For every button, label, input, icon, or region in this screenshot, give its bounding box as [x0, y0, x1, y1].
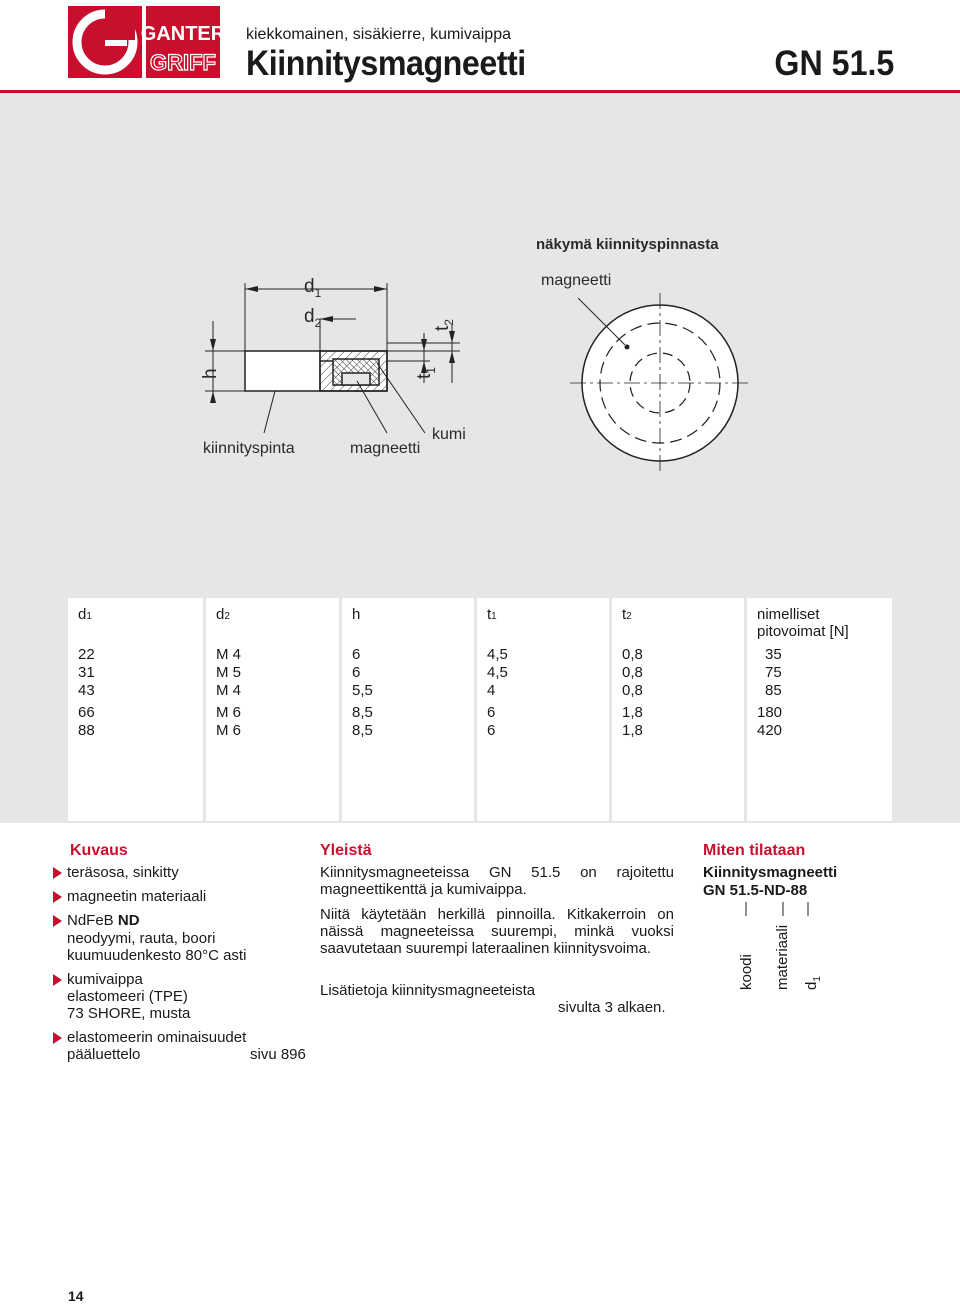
bullet-arrow-icon [53, 867, 62, 879]
desc-line: pääluettelo [67, 1046, 141, 1063]
front-view [570, 293, 750, 473]
cell: 8,5 [352, 722, 373, 739]
general-paragraph-1: Kiinnitysmagneeteissa GN 51.5 on rajoitettu magneettikenttä ja kumivaippa. [320, 864, 674, 898]
desc-line: neodyymi, rauta, boori [67, 930, 216, 947]
description-title: Kuvaus [70, 842, 128, 859]
side-view [205, 283, 460, 433]
cell: 0,8 [622, 664, 643, 681]
desc-item: magneetin materiaali [67, 888, 207, 905]
sym-h: h [200, 368, 221, 379]
cell: 180 [757, 704, 783, 721]
cell: 35 [765, 646, 782, 663]
bullet-arrow-icon [53, 891, 62, 903]
logo-text-top: GANTER [140, 23, 222, 45]
cell: M 4 [216, 682, 242, 699]
desc-line: kuumuudenkesto 80°C asti [67, 947, 247, 964]
ordering-product: Kiinnitysmagneetti [703, 864, 838, 881]
general-paragraph-3: Lisätietoja kiinnitysmagneeteista [320, 982, 536, 999]
cell: 31 [78, 664, 95, 681]
ordering-code: GN 51.5-ND-88 [703, 882, 808, 899]
header-d2: d2 [216, 606, 230, 623]
col-holding-force [747, 598, 892, 821]
cell: 85 [765, 682, 782, 699]
sym-d1: $d_1$ [304, 276, 322, 300]
cell: 4 [487, 682, 496, 699]
magnet-label-front: magneetti [541, 272, 612, 289]
cell: 75 [765, 664, 782, 681]
dimension-table [0, 598, 960, 821]
cell: 420 [757, 722, 783, 739]
header-holding-force: nimelliset pitovoimat [N] [757, 606, 849, 640]
general-title: Yleistä [320, 842, 372, 859]
view-label: näkymä kiinnityspinnasta [536, 236, 719, 253]
col-h [342, 598, 474, 821]
ganter-logo [66, 4, 222, 80]
product-subtitle: kiekkomainen, sisäkierre, kumivaippa [246, 26, 511, 43]
header-t1: t1 [487, 606, 497, 623]
product-title: Kiinnitysmagneetti [246, 44, 526, 83]
general-page-ref: sivulta 3 alkaen. [558, 999, 666, 1016]
bullet-arrow-icon [53, 974, 62, 986]
technical-drawing [0, 93, 960, 598]
cell: 43 [78, 682, 95, 699]
cell: 66 [78, 704, 95, 721]
logo-text-bottom: GRIFF [150, 50, 216, 75]
desc-page-ref: sivu 896 [250, 1046, 306, 1063]
sym-t1: $t_1$ [414, 367, 438, 379]
col-t2 [612, 598, 744, 821]
cell: 0,8 [622, 682, 643, 699]
cell: 6 [352, 664, 361, 681]
cell: 4,5 [487, 664, 508, 681]
cell: 6 [487, 722, 496, 739]
cell: 6 [352, 646, 361, 663]
sym-t2: $t_2$ [432, 319, 456, 331]
cell: M 6 [216, 722, 242, 739]
general-paragraph-2: Niitä käytetään herkillä pinnoilla. Kitkakerroin on näissä magneeteissa suurempi, minkä vuoksi saavutetaan suurempi lateraalinen kiinnitysvoima. [320, 906, 674, 957]
col-d1 [68, 598, 203, 821]
cell: 0,8 [622, 646, 643, 663]
cell: 6 [487, 704, 496, 721]
desc-line: 73 SHORE, musta [67, 1005, 191, 1022]
ordering-title: Miten tilataan [703, 842, 806, 859]
cell: 88 [78, 722, 95, 739]
bullet-arrow-icon [53, 915, 62, 927]
cell: M 5 [216, 664, 242, 681]
cell: 22 [78, 646, 95, 663]
label-rubber: kumi [432, 426, 466, 443]
product-code: GN 51.5 [774, 44, 894, 83]
header-t2: t2 [622, 606, 632, 623]
cell: 5,5 [352, 682, 373, 699]
cell: 4,5 [487, 646, 508, 663]
label-mounting-surface: kiinnityspinta [203, 440, 295, 457]
header-h: h [352, 606, 361, 623]
desc-item: elastomeerin ominaisuudet [67, 1029, 247, 1046]
cell: 1,8 [622, 704, 643, 721]
label-magnet: magneetti [350, 440, 421, 457]
desc-item: kumivaippa [67, 971, 143, 988]
cell: 8,5 [352, 704, 373, 721]
ordering-key-code: koodi [738, 954, 755, 990]
desc-line: elastomeeri (TPE) [67, 988, 188, 1005]
desc-item: teräsosa, sinkitty [67, 864, 179, 881]
cell: 1,8 [622, 722, 643, 739]
desc-item: NdFeB ND [67, 912, 140, 929]
cell: M 6 [216, 704, 242, 721]
bullet-arrow-icon [53, 1032, 62, 1044]
ordering-key-d1: $d_1$ [803, 976, 823, 990]
cell: M 4 [216, 646, 242, 663]
page-number: 14 [68, 1288, 84, 1304]
col-d2 [206, 598, 339, 821]
ordering-markers [700, 900, 820, 920]
col-t1 [477, 598, 609, 821]
header-d1: d1 [78, 606, 92, 623]
ordering-key-material: materiaali [774, 924, 791, 990]
sym-d2: $d_2$ [304, 306, 322, 330]
page-header [0, 0, 960, 92]
drawing-svg [0, 93, 960, 598]
